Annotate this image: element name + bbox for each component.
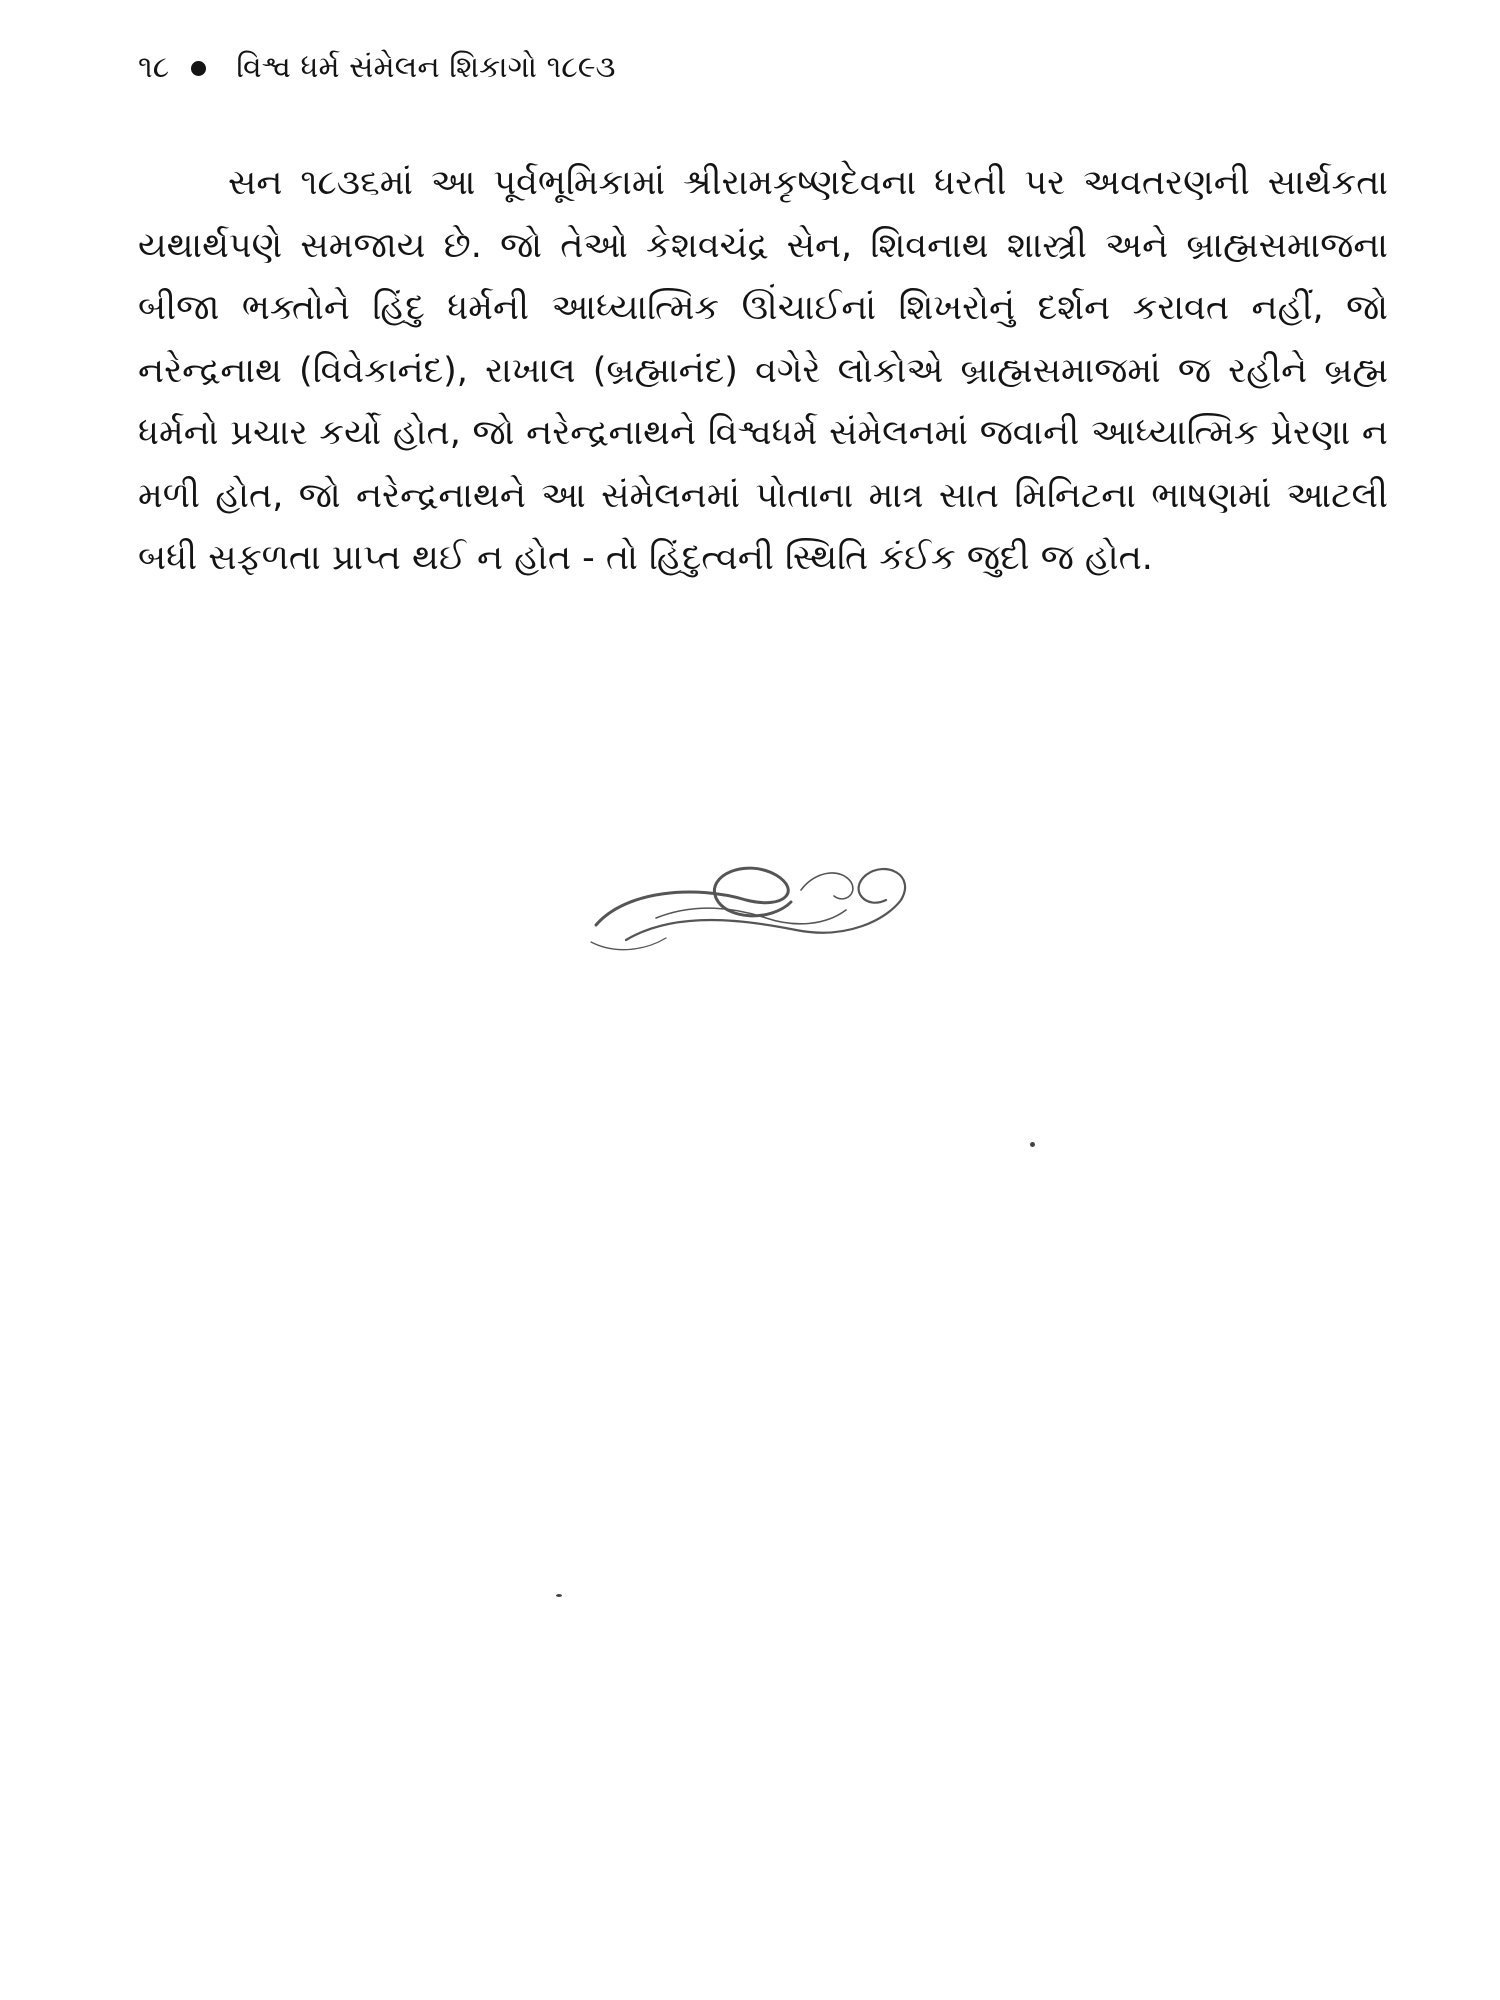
running-title: વિશ્વ ધર્મ સંમેલન શિકાગો ૧૮૯૩ — [236, 50, 616, 85]
ink-speck — [1030, 1142, 1035, 1147]
page-number: ૧૮ — [138, 50, 170, 85]
body-paragraph: સન ૧૮૩૬માં આ પૂર્વભૂમિકામાં શ્રીરામકૃષ્ણદેવના ધરતી પર અવતરણની સાર્થકતા યથાર્થપણે સમજાય છે. જો તેઓ કેશવચંદ્ર સેન, શિવનાથ શાસ્ત્રી અને બ્રાહ્મસમાજના બીજા ભક્તોને હિંદુ ધર્મની આધ્યાત્મિક ઊંચાઈનાં શિખરોનું દર્શન કરાવત નહીં, જો નરેન્દ્રનાથ (વિવેકાનંદ), રાખાલ (બ્રહ્માનંદ) વગેરે લોકોએ બ્રાહ્મસમાજમાં જ રહીને બ્રહ્મ ધર્મનો પ્રચાર કર્યો હોત, જો નરેન્દ્રનાથને વિશ્વધર્મ સંમેલનમાં જવાની આધ્યાત્મિક પ્રેરણા ન મળી હોત, જો નરેન્દ્રનાથને આ સંમેલનમાં પોતાના માત્ર સાત મિનિટના ભાષણમાં આટલી બધી સફળતા પ્રાપ્ત થઈ ન હોત - તો હિંદુત્વની સ્થિતિ કંઈક જુદી જ હોત. — [138, 163, 1388, 578]
bullet-icon — [191, 61, 206, 76]
flourish-ornament-icon — [586, 830, 936, 960]
page-header — [138, 44, 1378, 92]
ink-speck — [556, 1594, 562, 1597]
